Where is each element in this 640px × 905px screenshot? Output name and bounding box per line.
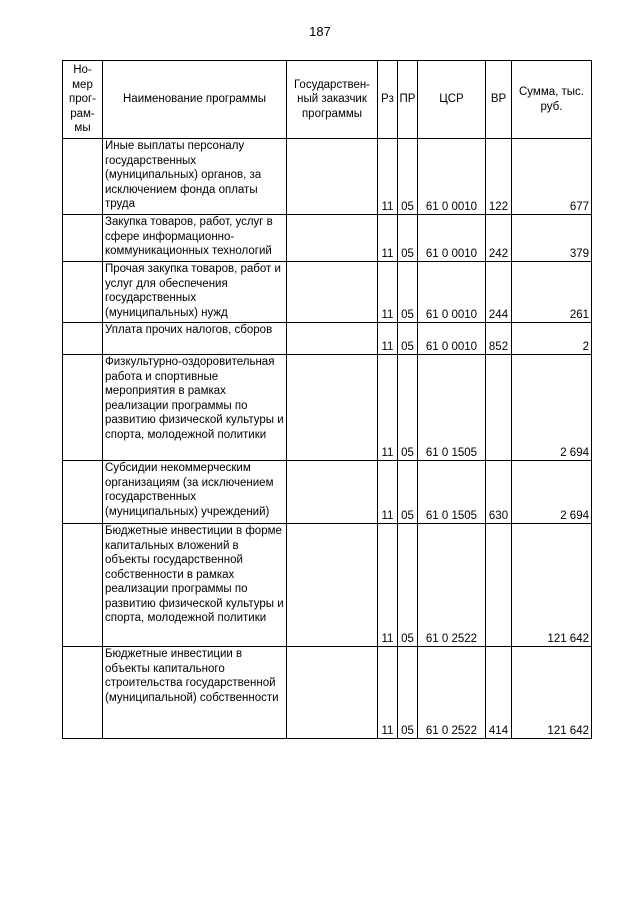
- cell-vr: 242: [486, 215, 512, 262]
- header-sum: Сумма, тыс. руб.: [512, 61, 592, 139]
- cell-name: Уплата прочих налогов, сборов: [103, 323, 287, 355]
- cell-pr: 05: [398, 461, 418, 524]
- cell-number: [63, 461, 103, 524]
- cell-rz: 11: [378, 355, 398, 461]
- cell-sum: 2 694: [512, 461, 592, 524]
- cell-sum: 379: [512, 215, 592, 262]
- cell-pr: 05: [398, 647, 418, 739]
- cell-rz: 11: [378, 647, 398, 739]
- header-program-name: Наименование программы: [103, 61, 287, 139]
- cell-rz: 11: [378, 139, 398, 215]
- cell-rz: 11: [378, 262, 398, 323]
- cell-customer: [287, 262, 378, 323]
- cell-csr: 61 0 0010: [418, 215, 486, 262]
- cell-number: [63, 262, 103, 323]
- cell-name: Иные выплаты персоналу государственных (муниципальных) органов, за исключением фонда оплаты труда: [103, 139, 287, 215]
- table-row: [63, 524, 592, 647]
- cell-sum: 261: [512, 262, 592, 323]
- cell-vr: 414: [486, 647, 512, 739]
- header-csr: ЦСР: [418, 61, 486, 139]
- cell-pr: 05: [398, 524, 418, 647]
- cell-csr: 61 0 2522: [418, 524, 486, 647]
- cell-vr: 244: [486, 262, 512, 323]
- page-number: 187: [309, 24, 331, 39]
- cell-name: Бюджетные инвестиции в объекты капитального строительства государственной (муниципальной) собственности: [103, 647, 287, 739]
- table-row: [63, 323, 592, 355]
- cell-pr: 05: [398, 215, 418, 262]
- cell-name: Бюджетные инвестиции в форме капитальных вложений в объекты государственной собственности в рамках реализации программы по развитию физической культуры и спорта, молодежной политики: [103, 524, 287, 647]
- header-state-customer: Государствен-ный заказчик программы: [287, 61, 378, 139]
- header-vr: ВР: [486, 61, 512, 139]
- cell-customer: [287, 355, 378, 461]
- table-row: [63, 461, 592, 524]
- header-pr: ПР: [398, 61, 418, 139]
- header-row: [63, 61, 592, 139]
- cell-csr: 61 0 0010: [418, 262, 486, 323]
- cell-sum: 2: [512, 323, 592, 355]
- table-row: [63, 215, 592, 262]
- cell-vr: [486, 355, 512, 461]
- cell-rz: 11: [378, 524, 398, 647]
- header-rz: Рз: [378, 61, 398, 139]
- budget-table: [62, 60, 592, 739]
- cell-csr: 61 0 2522: [418, 647, 486, 739]
- header-program-number: Но-мер прог-рам-мы: [63, 61, 103, 139]
- cell-customer: [287, 139, 378, 215]
- cell-vr: 852: [486, 323, 512, 355]
- table-row: [63, 262, 592, 323]
- cell-sum: 677: [512, 139, 592, 215]
- cell-pr: 05: [398, 262, 418, 323]
- cell-vr: 630: [486, 461, 512, 524]
- cell-vr: [486, 524, 512, 647]
- cell-sum: 2 694: [512, 355, 592, 461]
- cell-rz: 11: [378, 323, 398, 355]
- cell-customer: [287, 524, 378, 647]
- cell-number: [63, 139, 103, 215]
- cell-csr: 61 0 1505: [418, 461, 486, 524]
- cell-pr: 05: [398, 323, 418, 355]
- cell-name: Физкультурно-оздоровительная работа и спортивные мероприятия в рамках реализации программы по развитию физической культуры и спорта, молодежной политики: [103, 355, 287, 461]
- cell-number: [63, 524, 103, 647]
- cell-csr: 61 0 1505: [418, 355, 486, 461]
- cell-csr: 61 0 0010: [418, 323, 486, 355]
- table-row: [63, 355, 592, 461]
- cell-pr: 05: [398, 139, 418, 215]
- cell-sum: 121 642: [512, 524, 592, 647]
- table-row: [63, 139, 592, 215]
- cell-vr: 122: [486, 139, 512, 215]
- cell-sum: 121 642: [512, 647, 592, 739]
- cell-csr: 61 0 0010: [418, 139, 486, 215]
- cell-customer: [287, 323, 378, 355]
- table-row: [63, 647, 592, 739]
- cell-customer: [287, 215, 378, 262]
- cell-name: Прочая закупка товаров, работ и услуг для обеспечения государственных (муниципальных) нужд: [103, 262, 287, 323]
- cell-rz: 11: [378, 215, 398, 262]
- cell-customer: [287, 647, 378, 739]
- cell-customer: [287, 461, 378, 524]
- cell-number: [63, 323, 103, 355]
- cell-number: [63, 215, 103, 262]
- cell-number: [63, 355, 103, 461]
- cell-rz: 11: [378, 461, 398, 524]
- cell-pr: 05: [398, 355, 418, 461]
- cell-name: Закупка товаров, работ, услуг в сфере информационно-коммуникационных технологий: [103, 215, 287, 262]
- cell-name: Субсидии некоммерческим организациям (за исключением государственных (муниципальных) учреждений): [103, 461, 287, 524]
- cell-number: [63, 647, 103, 739]
